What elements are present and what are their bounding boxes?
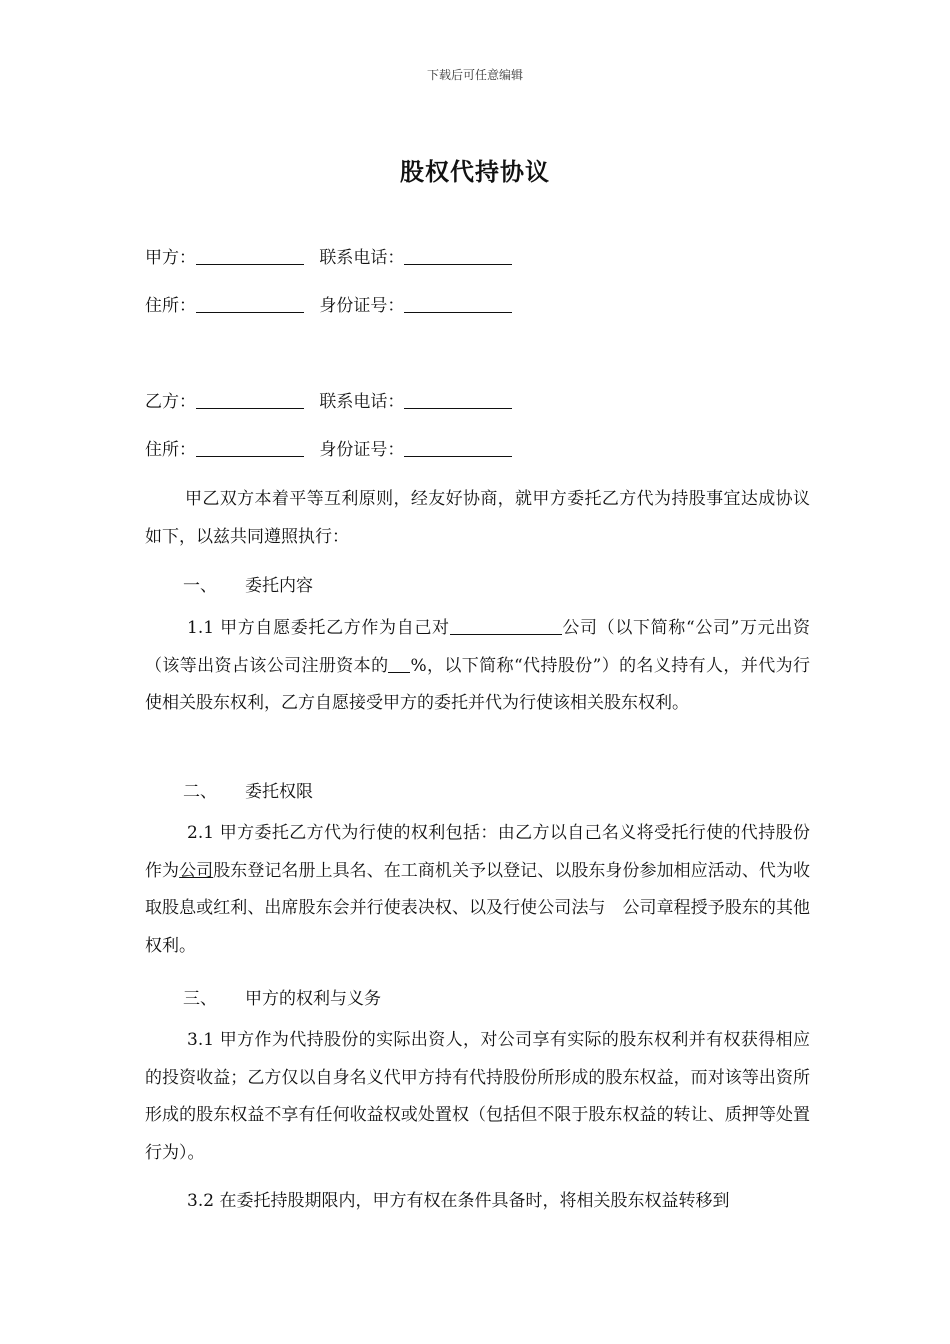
clause-1-1-part3: %，以下简称“代持股份”）的名义持有人，并代为行使相关股东权利，乙方自愿接受甲方的委托并代为行使该相关股东权利。 — [145, 655, 810, 713]
section-2-heading — [183, 777, 313, 802]
section-3-number: 三、 — [183, 989, 217, 1009]
party-b-name-blank[interactable] — [196, 390, 304, 409]
clause-3-2-text: 3.2 在委托持股期限内，甲方有权在条件具备时，将相关股东权益转移到 — [187, 1191, 730, 1211]
party-a-row-2 — [145, 293, 522, 319]
section-1-title: 委托内容 — [245, 576, 313, 596]
section-3-title: 甲方的权利与义务 — [245, 989, 381, 1009]
clause-3-1-text: 3.1 甲方作为代持股份的实际出资人，对公司享有实际的股东权利并有权获得相应的投资收益；乙方仅以自身名义代甲方持有代持股份所形成的股东权益，而对该等出资所形成的股东权益不享有任何收益权或处置权（包括但不限于股东权益的转让、质押等处置行为）。 — [145, 1030, 810, 1163]
clause-1-1 — [145, 610, 810, 723]
party-a-id-blank[interactable] — [404, 294, 512, 313]
party-b-row-2 — [145, 437, 522, 463]
section-2-title: 委托权限 — [245, 782, 313, 802]
party-b-id-label: 身份证号： — [319, 440, 405, 460]
section-2-number: 二、 — [183, 782, 217, 802]
clause-2-1-part1: 2.1 甲方委托乙方代为行使的权利包括：由乙方以自己名义将受托行使的代持股份作为 — [145, 823, 810, 881]
section-1-number: 一、 — [183, 576, 217, 596]
party-a-row-1 — [145, 245, 522, 271]
intro-paragraph — [145, 481, 810, 556]
document-title: 股权代持协议 — [400, 157, 550, 186]
clause-1-1-percent-blank[interactable] — [388, 654, 410, 673]
party-a-phone-label: 联系电话： — [319, 248, 405, 268]
party-a-phone-blank[interactable] — [404, 246, 512, 265]
clause-1-1-part1: 1.1 甲方自愿委托乙方作为自己对 — [187, 618, 450, 638]
party-a-address-label: 住所： — [145, 296, 196, 316]
party-b-address-blank[interactable] — [196, 438, 304, 457]
party-a-id-label: 身份证号： — [319, 296, 405, 316]
party-a-name-blank[interactable] — [196, 246, 304, 265]
party-b-address-label: 住所： — [145, 440, 196, 460]
party-b-row-1 — [145, 389, 522, 415]
party-b-label: 乙方： — [145, 392, 196, 412]
party-a-address-blank[interactable] — [196, 294, 304, 313]
party-b-phone-label: 联系电话： — [319, 392, 405, 412]
clause-1-1-part2: 公司（以下简称“公司”万元出资（该等出资占该公司注册资本的 — [145, 618, 810, 676]
party-b-phone-blank[interactable] — [404, 390, 512, 409]
section-3-heading — [183, 984, 381, 1009]
section-1-heading — [183, 571, 313, 596]
clause-3-2 — [145, 1183, 810, 1221]
party-b-id-blank[interactable] — [404, 438, 512, 457]
intro-text: 甲乙双方本着平等互利原则，经友好协商，就甲方委托乙方代为持股事宜达成协议如下，以兹共同遵照执行： — [145, 489, 810, 547]
clause-3-1 — [145, 1022, 810, 1172]
clause-1-1-company-blank[interactable] — [450, 616, 562, 635]
party-a-label: 甲方： — [145, 248, 196, 268]
clause-2-1 — [145, 815, 810, 965]
header-note: 下载后可任意编辑 — [426, 68, 523, 82]
clause-2-1-company: 公司 — [179, 860, 214, 881]
clause-2-1-part2: 股东登记名册上具名、在工商机关予以登记、以股东身份参加相应活动、代为收取股息或红利、出席股东会并行使表决权、以及行使公司法与 公司章程授予股东的其他权利。 — [145, 860, 811, 956]
